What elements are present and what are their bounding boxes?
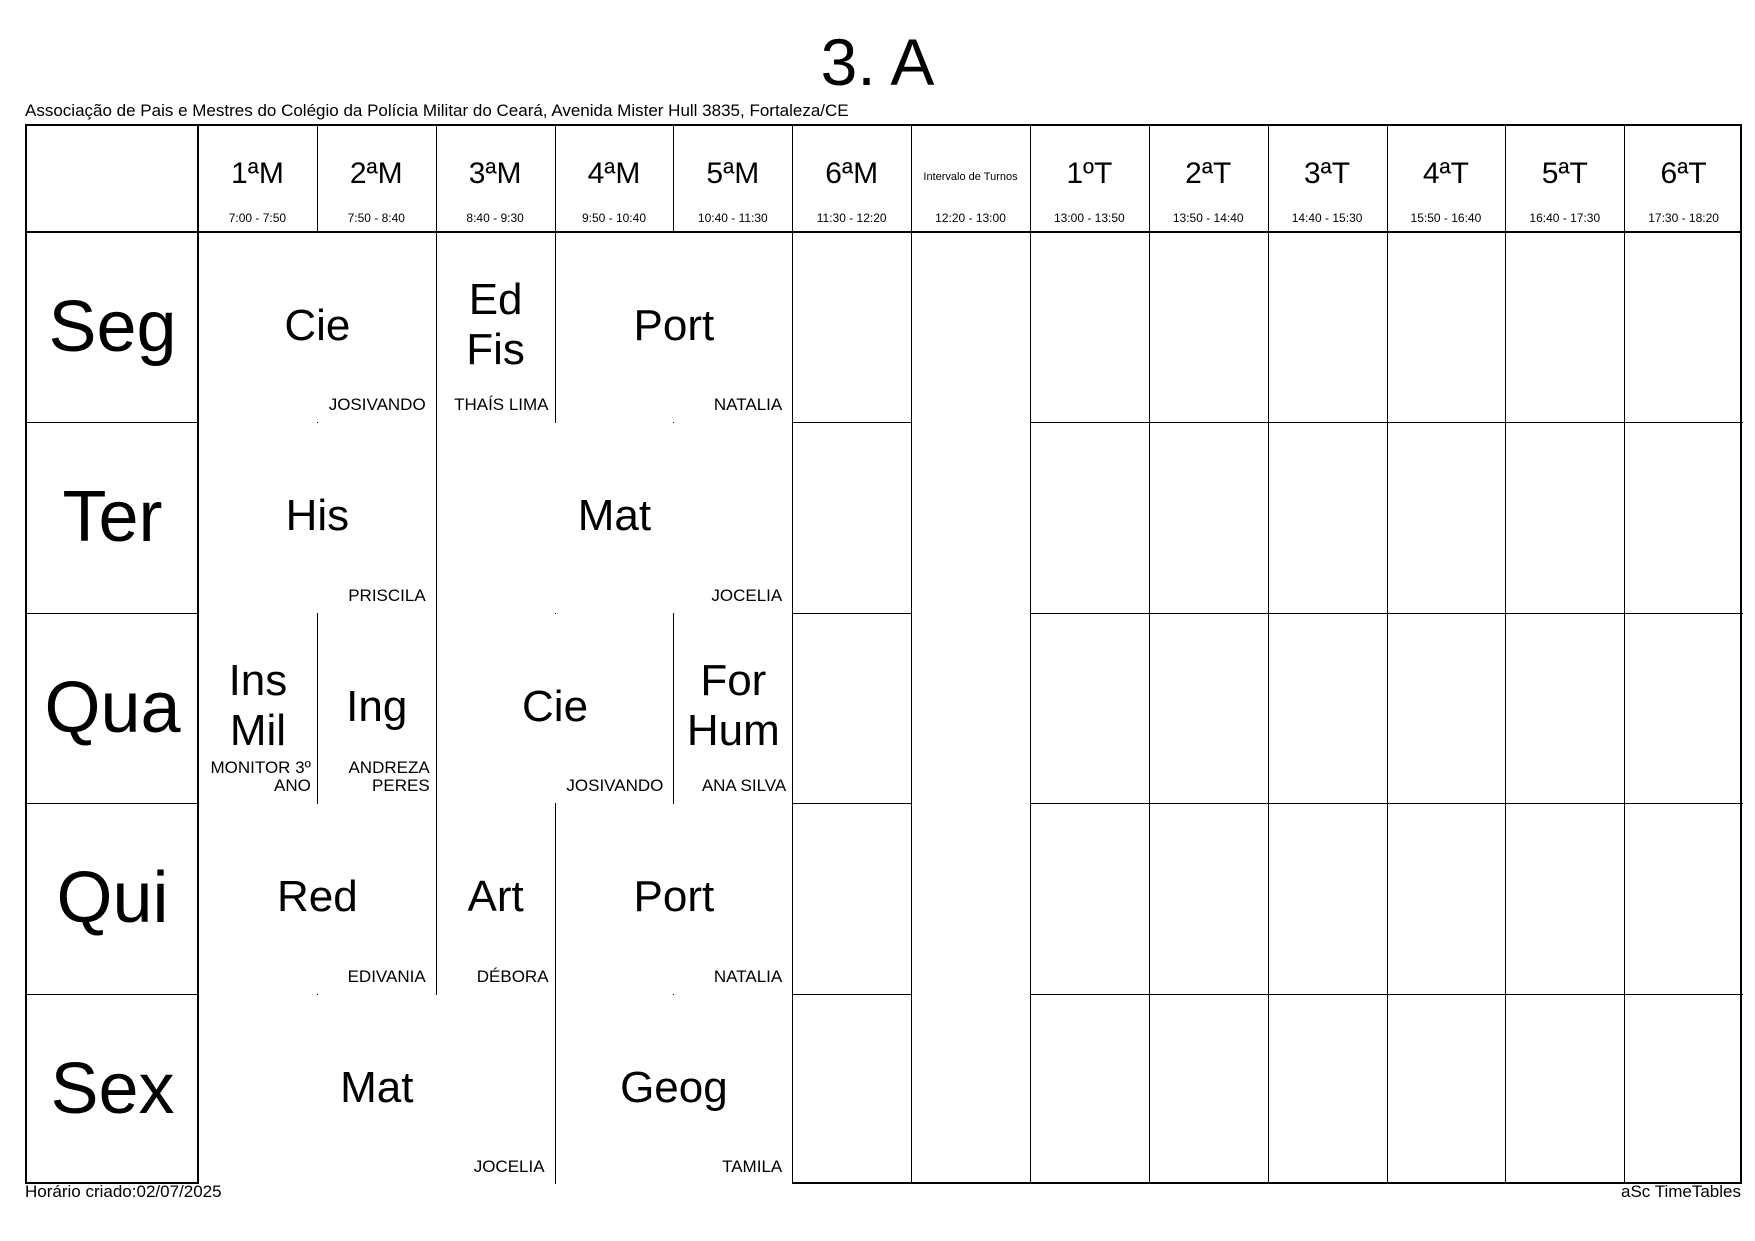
lesson-subject: For Hum bbox=[686, 655, 780, 755]
day-label: Qui bbox=[56, 858, 169, 939]
lesson-subject: His bbox=[285, 491, 350, 541]
lesson-cell[interactable] bbox=[199, 423, 436, 612]
period-time: 16:40 - 17:30 bbox=[1529, 211, 1601, 225]
period-label: 3ªT bbox=[1304, 157, 1351, 190]
grid-line bbox=[27, 422, 198, 423]
period-header bbox=[317, 126, 436, 232]
period-header bbox=[1030, 126, 1149, 232]
lesson-cell[interactable] bbox=[556, 995, 793, 1184]
period-time: 11:30 - 12:20 bbox=[816, 211, 887, 225]
school-info: Associação de Pais e Mestres do Colégio da Polícia Militar do Ceará, Avenida Mister Hull 3835, Fortaleza/CE bbox=[25, 101, 849, 120]
period-header bbox=[198, 126, 317, 232]
lesson-cell[interactable] bbox=[318, 614, 436, 803]
lesson-teacher: JOSIVANDO bbox=[566, 776, 664, 796]
lesson-teacher: NATALIA bbox=[713, 395, 783, 415]
lesson-subject: Art bbox=[467, 872, 524, 922]
period-time: 10:40 - 11:30 bbox=[697, 211, 768, 225]
period-time: 13:50 - 14:40 bbox=[1172, 211, 1244, 225]
period-header bbox=[792, 126, 911, 232]
period-time: 7:50 - 8:40 bbox=[347, 211, 405, 225]
page-title: 3. A bbox=[820, 25, 935, 99]
lesson-teacher: JOCELIA bbox=[711, 585, 783, 605]
lesson-teacher: JOSIVANDO bbox=[328, 395, 426, 415]
brand-label: aSc TimeTables bbox=[1621, 1182, 1741, 1201]
day-label: Ter bbox=[62, 477, 163, 558]
lesson-cell[interactable] bbox=[437, 233, 555, 422]
period-label: 2ªT bbox=[1185, 157, 1232, 190]
lesson-cell[interactable] bbox=[437, 804, 555, 993]
timetable-grid bbox=[25, 124, 1742, 1184]
lesson-teacher: MONITOR 3º ANO bbox=[210, 758, 311, 796]
grid-line bbox=[27, 613, 198, 614]
period-header bbox=[555, 126, 674, 232]
day-label: Sex bbox=[50, 1048, 175, 1129]
lesson-subject: Red bbox=[276, 872, 358, 922]
lesson-subject: Ing bbox=[346, 681, 408, 731]
period-label: 1ªM bbox=[231, 157, 284, 190]
period-header bbox=[673, 126, 792, 232]
grid-line bbox=[1149, 126, 1150, 1182]
lesson-subject: Geog bbox=[620, 1062, 728, 1112]
period-label: 6ªT bbox=[1660, 157, 1707, 190]
lesson-cell[interactable] bbox=[674, 614, 792, 803]
lesson-cell[interactable] bbox=[437, 614, 674, 803]
period-header bbox=[1387, 126, 1506, 232]
grid-line bbox=[792, 803, 911, 804]
period-header bbox=[436, 126, 555, 232]
period-header bbox=[1149, 126, 1268, 232]
period-time: 8:40 - 9:30 bbox=[466, 211, 524, 225]
grid-line bbox=[792, 126, 793, 1182]
period-header bbox=[911, 126, 1030, 232]
lesson-teacher: ANDREZA PERES bbox=[348, 758, 430, 796]
period-label: 5ªT bbox=[1541, 157, 1588, 190]
period-time: 13:00 - 13:50 bbox=[1053, 211, 1125, 225]
lesson-teacher: DÉBORA bbox=[476, 966, 549, 986]
grid-line bbox=[792, 994, 911, 995]
lesson-cell[interactable] bbox=[556, 804, 793, 993]
day-label: Qua bbox=[44, 667, 181, 748]
lesson-teacher: ANA SILVA bbox=[701, 776, 787, 796]
lesson-subject: Port bbox=[633, 872, 715, 922]
grid-line bbox=[1624, 126, 1625, 1182]
period-label: 1ºT bbox=[1066, 157, 1113, 190]
grid-line bbox=[792, 422, 911, 423]
period-time: 14:40 - 15:30 bbox=[1291, 211, 1363, 225]
period-header bbox=[1624, 126, 1743, 232]
lesson-cell[interactable] bbox=[556, 233, 793, 422]
period-header bbox=[1505, 126, 1624, 232]
period-label: 5ªM bbox=[706, 157, 760, 190]
period-label: 3ªM bbox=[468, 157, 522, 190]
period-time: 7:00 - 7:50 bbox=[228, 211, 287, 225]
lesson-teacher: THAÍS LIMA bbox=[454, 395, 549, 415]
lesson-teacher: JOCELIA bbox=[473, 1156, 545, 1176]
lesson-teacher: NATALIA bbox=[713, 966, 783, 986]
lesson-subject: Cie bbox=[284, 301, 351, 350]
lesson-teacher: PRISCILA bbox=[348, 585, 426, 605]
grid-line bbox=[1030, 126, 1031, 1182]
period-time: 15:50 - 16:40 bbox=[1410, 211, 1482, 225]
grid-line bbox=[792, 613, 911, 614]
day-label: Seg bbox=[48, 287, 177, 367]
lesson-cell[interactable] bbox=[199, 233, 436, 422]
lesson-subject: Mat bbox=[340, 1062, 414, 1112]
grid-line bbox=[27, 994, 198, 995]
grid-line bbox=[1268, 126, 1269, 1182]
lesson-subject: Mat bbox=[577, 491, 652, 541]
grid-line bbox=[1387, 126, 1388, 1182]
period-label: Intervalo de Turnos bbox=[923, 171, 1018, 183]
period-label: 2ªM bbox=[349, 157, 403, 190]
period-time: 12:20 - 13:00 bbox=[935, 211, 1006, 225]
lesson-cell[interactable] bbox=[437, 423, 793, 612]
created-date: Horário criado:02/07/2025 bbox=[25, 1182, 222, 1201]
lesson-teacher: TAMILA bbox=[722, 1156, 783, 1176]
period-label: 4ªM bbox=[587, 157, 641, 190]
lesson-subject: Port bbox=[633, 301, 715, 350]
grid-line bbox=[1505, 126, 1506, 1182]
grid-line bbox=[911, 126, 912, 1182]
period-time: 17:30 - 18:20 bbox=[1648, 211, 1719, 225]
lesson-teacher: EDIVANIA bbox=[347, 966, 426, 986]
lesson-subject: Cie bbox=[522, 681, 589, 731]
lesson-subject: Ins Mil bbox=[228, 655, 288, 755]
lesson-cell[interactable] bbox=[199, 804, 436, 993]
lesson-subject: Ed Fis bbox=[466, 275, 525, 374]
lesson-cell[interactable] bbox=[199, 614, 317, 803]
period-label: 4ªT bbox=[1422, 157, 1469, 190]
period-time: 9:50 - 10:40 bbox=[581, 211, 646, 225]
period-label: 6ªM bbox=[825, 157, 879, 190]
grid-line bbox=[27, 803, 198, 804]
lesson-cell[interactable] bbox=[199, 995, 555, 1184]
period-header bbox=[1268, 126, 1387, 232]
